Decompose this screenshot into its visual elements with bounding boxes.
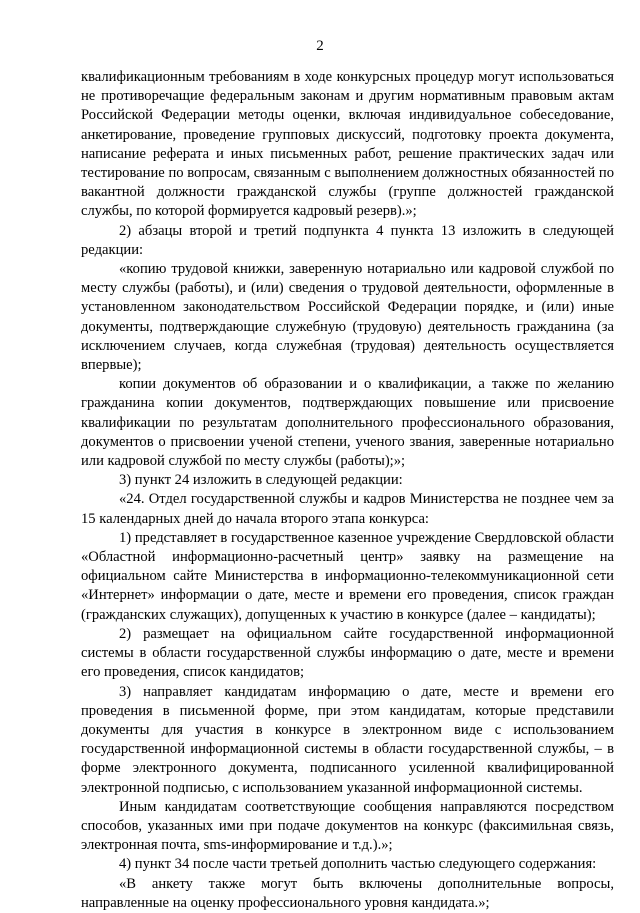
document-body <box>81 68 614 913</box>
paragraph: Иным кандидатам соответствующие сообщения направляются посредством способов, указанных ими при подаче документов на конкурс (факсимильная связь, электронная почта, sms-информирование и т.д.).»; <box>81 798 614 854</box>
paragraph: 1) представляет в государственное казенное учреждение Свердловской области «Областной информационно-расчетный центр» заявку на размещение на официальном сайте Министерства в информационно-телекоммуникационной сети «Интернет» информации о дате, месте и времени его проведения, список граждан (гражданских служащих), допущенных к участию в конкурсе (далее – кандидаты); <box>81 529 614 623</box>
paragraph: «копию трудовой книжки, заверенную нотариально или кадровой службой по месту службы (работы), и (или) сведения о трудовой деятельности, оформленные в установленном законодательством Российской Федерации порядке, и (или) иные документы, подтверждающие служебную (трудовую) деятельность гражданина (за исключением случаев, когда служебная (трудовая) деятельность осуществляется впервые); <box>81 261 614 374</box>
paragraph: «24. Отдел государственной службы и кадров Министерства не позднее чем за 15 календарных дней до начала второго этапа конкурса: <box>81 491 614 527</box>
paragraph: 2) размещает на официальном сайте государственной информационной системы в области государственной службы информацию о дате, месте и времени его проведения, список кандидатов; <box>81 625 614 681</box>
paragraph: 3) пункт 24 изложить в следующей редакции: <box>119 472 403 489</box>
paragraph: копии документов об образовании и о квалификации, а также по желанию гражданина копии документов, подтверждающих повышение или присвоение квалификации по результатам дополнительного профессионального образования, документов о присвоении ученой степени, ученого звания, заверенные нотариально или кадровой службой по месту службы (работы);»; <box>81 376 614 470</box>
paragraph: 3) направляет кандидатам информацию о дате, месте и времени его проведения в письменной форме, при этом кандидатам, которые представили документы для участия в конкурсе в электронном виде с использованием государственной информационной системы в области государственной службы, – в форме электронного документа, подписанного усиленной квалифицированной электронной подписью, с использованием указанной информационной системы. <box>81 683 614 796</box>
paragraph: «В анкету также могут быть включены дополнительные вопросы, направленные на оценку профессионального уровня кандидата.»; <box>81 875 614 911</box>
page-number: 2 <box>316 38 324 54</box>
paragraph: 4) пункт 34 после части третьей дополнить частью следующего содержания: <box>119 856 597 873</box>
paragraph: 2) абзацы второй и третий подпункта 4 пункта 13 изложить в следующей редакции: <box>81 222 614 258</box>
paragraph: квалификационным требованиям в ходе конкурсных процедур могут использоваться не противоречащие федеральным законам и другим нормативным правовым актам Российской Федерации методы оценки, включая индивидуальное собеседование, анкетирование, проведение групповых дискуссий, подготовку проекта документа, написание реферата и иных письменных работ, решение практических задач или тестирование по вопросам, связанным с выполнением должностных обязанностей по вакантной должности гражданской службы (группе должностей гражданской службы, по которой формируется кадровый резерв).»; <box>81 69 614 220</box>
